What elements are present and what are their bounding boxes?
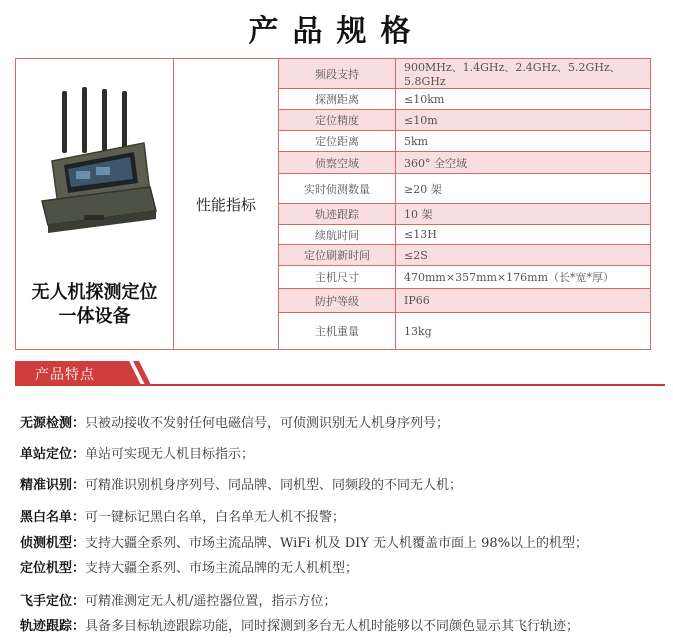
spec-name: 侦察空域 bbox=[279, 152, 396, 174]
spec-value: 900MHz、1.4GHz、2.4GHz、5.2GHz、5.8GHz bbox=[396, 59, 651, 89]
spec-table bbox=[15, 58, 651, 350]
spec-name: 主机重量 bbox=[279, 313, 396, 350]
spec-value: 470mm×357mm×176mm（长*宽*厚） bbox=[396, 266, 651, 289]
feature-label: 无源检测： bbox=[20, 416, 86, 431]
list-item bbox=[20, 474, 462, 493]
feature-desc: 可精准识别机身序列号、同品牌、同机型、同频段的不同无人机； bbox=[85, 478, 463, 493]
spec-value: ≥20 架 bbox=[396, 174, 651, 204]
feature-desc: 单站可实现无人机目标指示； bbox=[85, 447, 255, 462]
feature-desc: 具备多目标轨迹跟踪功能，同时探测到多台无人机时能够以不同颜色显示其飞行轨迹； bbox=[85, 619, 580, 634]
spec-name: 频段支持 bbox=[279, 59, 396, 89]
feature-label: 侦测机型： bbox=[20, 536, 86, 551]
features-heading: 产品特点 bbox=[35, 367, 95, 383]
list-item bbox=[20, 412, 449, 431]
spec-name: 续航时间 bbox=[279, 225, 396, 245]
feature-desc: 支持大疆全系列、市场主流品牌的无人机机型； bbox=[85, 561, 359, 576]
table-row bbox=[16, 59, 651, 89]
spec-value: IP66 bbox=[396, 289, 651, 313]
product-cell bbox=[16, 59, 174, 350]
spec-value: 360° 全空域 bbox=[396, 152, 651, 174]
spec-category: 性能指标 bbox=[174, 59, 279, 350]
spec-name: 探测距离 bbox=[279, 89, 396, 110]
feature-label: 定位机型： bbox=[20, 561, 86, 576]
banner-stripes-icon bbox=[121, 361, 161, 385]
spec-name: 定位距离 bbox=[279, 131, 396, 152]
list-item bbox=[20, 532, 588, 551]
spec-value: 13kg bbox=[396, 313, 651, 350]
spec-value: ≤13H bbox=[396, 225, 651, 245]
spec-name: 定位精度 bbox=[279, 110, 396, 131]
feature-label: 黑白名单： bbox=[20, 510, 86, 525]
spec-value: 10 架 bbox=[396, 204, 651, 225]
list-item bbox=[20, 443, 254, 462]
spec-name: 主机尺寸 bbox=[279, 266, 396, 289]
spec-name: 轨迹跟踪 bbox=[279, 204, 396, 225]
spec-name: 实时侦测数量 bbox=[279, 174, 396, 204]
feature-label: 飞手定位： bbox=[20, 594, 86, 609]
list-item bbox=[20, 590, 336, 609]
spec-value: 5km bbox=[396, 131, 651, 152]
feature-label: 单站定位： bbox=[20, 447, 86, 462]
product-name bbox=[16, 281, 173, 329]
list-item bbox=[20, 615, 579, 634]
feature-label: 精准识别： bbox=[20, 478, 86, 493]
spec-name: 防护等级 bbox=[279, 289, 396, 313]
feature-desc: 只被动接收不发射任何电磁信号，可侦测识别无人机身序列号； bbox=[85, 416, 450, 431]
product-name-line2: 一体设备 bbox=[58, 306, 131, 327]
feature-desc: 可一键标记黑白名单，白名单无人机不报警； bbox=[85, 510, 346, 525]
features-banner bbox=[15, 361, 673, 387]
spec-value: ≤10km bbox=[396, 89, 651, 110]
page-title: 产品规格 bbox=[248, 14, 425, 49]
spec-value: ≤10m bbox=[396, 110, 651, 131]
feature-desc: 可精准测定无人机/遥控器位置，指示方位； bbox=[85, 594, 337, 609]
spec-value: ≤2S bbox=[396, 245, 651, 266]
product-name-line1: 无人机探测定位 bbox=[31, 282, 158, 303]
list-item bbox=[20, 506, 345, 525]
feature-desc: 支持大疆全系列、市场主流品牌、WiFi 机及 DIY 无人机覆盖市面上 98%以上的机型； bbox=[85, 536, 589, 551]
spec-name: 定位刷新时间 bbox=[279, 245, 396, 266]
list-item bbox=[20, 557, 358, 576]
detector-case-icon bbox=[34, 83, 159, 233]
feature-label: 轨迹跟踪： bbox=[20, 619, 86, 634]
